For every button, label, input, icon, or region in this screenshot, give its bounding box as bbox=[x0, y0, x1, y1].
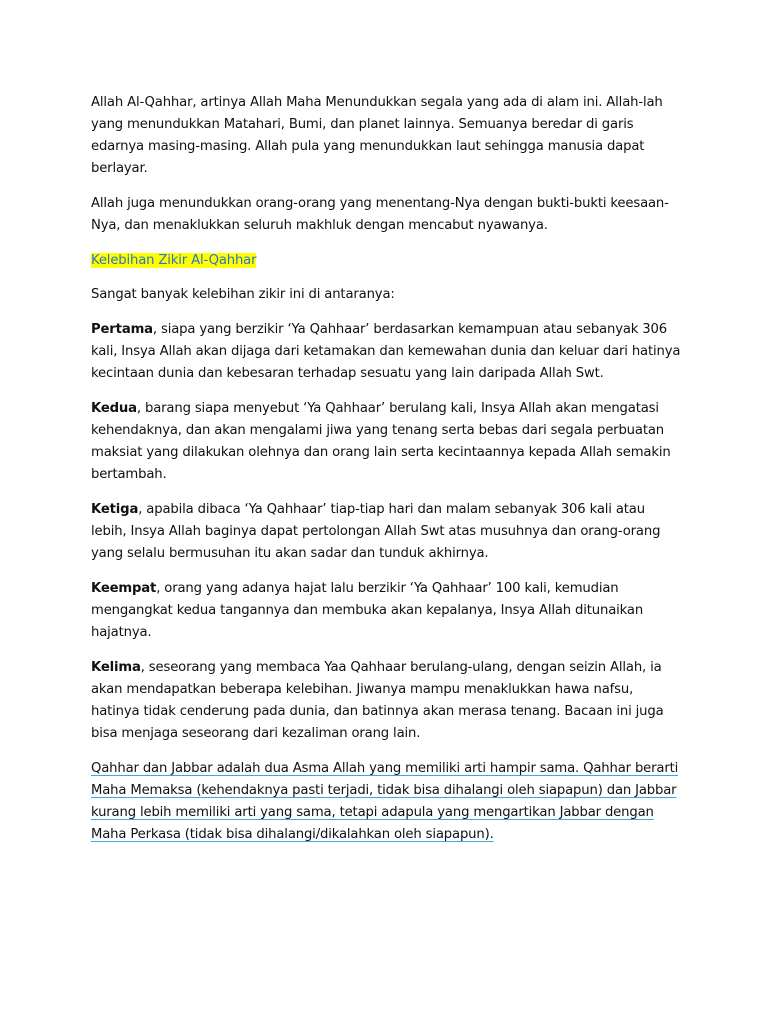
point-paragraph-2 bbox=[91, 398, 681, 486]
section-heading bbox=[91, 250, 681, 272]
point-label: Pertama bbox=[91, 322, 153, 337]
point-label: Ketiga bbox=[91, 502, 139, 517]
intro-paragraph-1: Allah Al-Qahhar, artinya Allah Maha Menundukkan segala yang ada di alam ini. Allah-lah yang menundukkan Matahari, Bumi, dan planet lainnya. Semuanya beredar di garis edarnya masing-masing. Allah pula yang menundukkan laut sehingga manusia dapat berlayar. bbox=[91, 95, 663, 176]
point-paragraph-1 bbox=[91, 319, 681, 385]
point-label: Kedua bbox=[91, 401, 137, 416]
lead-in-paragraph: Sangat banyak kelebihan zikir ini di antaranya: bbox=[91, 287, 395, 302]
point-text: , siapa yang berzikir ‘Ya Qahhaar’ berdasarkan kemampuan atau sebanyak 306 kali, Insya Allah akan dijaga dari ketamakan dan kemewahan dunia dan keluar dari hatinya kecintaan dunia dan kebesaran terhadap sesuatu yang lain daripada Allah Swt. bbox=[91, 322, 681, 381]
point-label: Keempat bbox=[91, 581, 157, 596]
point-text: , seseorang yang membaca Yaa Qahhaar berulang-ulang, dengan seizin Allah, ia akan mendapatkan beberapa kelebihan. Jiwanya mampu menaklukkan hawa nafsu, hatinya tidak cenderung pada dunia, dan batinnya akan merasa tenang. Bacaan ini juga bisa menjaga seseorang dari kezaliman orang lain. bbox=[91, 660, 664, 741]
point-paragraph-3 bbox=[91, 499, 681, 565]
point-paragraph-5 bbox=[91, 657, 681, 745]
intro-paragraph-2: Allah juga menundukkan orang-orang yang menentang-Nya dengan bukti-bukti keesaan-Nya, dan menaklukkan seluruh makhluk dengan mencabut nyawanya. bbox=[91, 196, 669, 233]
underlined-closing-text: Qahhar dan Jabbar adalah dua Asma Allah yang memiliki arti hampir sama. Qahhar berarti Maha Memaksa (kehendaknya pasti terjadi, tidak bisa dihalangi oleh siapapun) dan Jabbar kurang lebih memiliki arti yang sama, tetapi adapula yang mengartikan Jabbar dengan Maha Perkasa (tidak bisa dihalangi/dikalahkan oleh siapapun). bbox=[91, 761, 679, 842]
document-body bbox=[91, 92, 681, 859]
closing-paragraph bbox=[91, 758, 681, 846]
point-text: , barang siapa menyebut ‘Ya Qahhaar’ berulang kali, Insya Allah akan mengatasi kehendaknya, dan akan mengalami jiwa yang tenang serta bebas dari segala perbuatan maksiat yang dilakukan olehnya dan orang lain serta kecintaannya kepada Allah semakin bertambah. bbox=[91, 401, 671, 482]
point-label: Kelima bbox=[91, 660, 141, 675]
point-text: , orang yang adanya hajat lalu berzikir ‘Ya Qahhaar’ 100 kali, kemudian mengangkat kedua tangannya dan membuka akan kepalanya, Insya Allah ditunaikan hajatnya. bbox=[91, 581, 644, 640]
highlighted-heading-text: Kelebihan Zikir Al-Qahhar bbox=[91, 253, 257, 268]
point-text: , apabila dibaca ‘Ya Qahhaar’ tiap-tiap hari dan malam sebanyak 306 kali atau lebih, Insya Allah baginya dapat pertolongan Allah Swt atas musuhnya dan orang-orang yang selalu bermusuhan itu akan sadar dan tunduk akhirnya. bbox=[91, 502, 661, 561]
point-paragraph-4 bbox=[91, 578, 681, 644]
